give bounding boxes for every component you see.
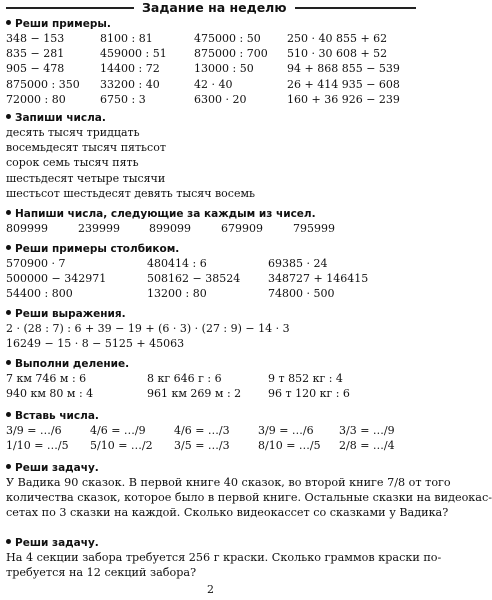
bullet-icon [6,245,11,250]
problem-text: требуется на 12 секций забора? [6,566,197,580]
page-number: 2 [207,583,214,596]
example-row [6,256,418,271]
section-title: Реши примеры. [6,17,418,31]
bullet-icon [6,20,11,25]
section-problem-1 [6,461,492,521]
example: 74800 · 500 [268,287,335,301]
example: 54400 : 800 [6,287,73,301]
problem-text: На 4 секции забора требуется 256 г краски. Сколько граммов краски по- [6,551,442,564]
example: 348 − 153 [6,32,65,45]
example-row [6,92,418,107]
fraction-example: 4/6 = …/9 [90,424,146,437]
numbers-row [6,221,418,236]
example: 42 · 40 [194,77,233,91]
bullet-icon [6,114,11,119]
example-row [6,77,418,92]
example: 13000 : 50 [194,62,254,76]
example: 8 кг 646 г : 6 [147,372,222,385]
example-row [6,61,418,76]
example: 500000 − 342971 [6,272,107,286]
section-problem-2 [6,536,442,580]
section-title: Запиши числа. [6,111,418,125]
number-words: шестьсот шестьдесят девять тысяч восемь [6,186,255,200]
fraction-example: 8/10 = …/5 [258,439,321,453]
example: 250 · 40 855 + 62 [287,32,388,45]
page-header [0,0,421,16]
fraction-example: 4/6 = …/3 [174,424,230,437]
section-division [6,357,418,401]
section-column-examples [6,242,418,302]
example: 6300 · 20 [194,92,247,106]
problem-text: количества сказок, которое было в первой книге. Остальные сказки на видеокас- [6,491,492,505]
example: 160 + 36 926 − 239 [287,92,400,106]
example: 14400 : 72 [100,62,160,76]
section-next-numbers [6,207,418,236]
section-write-numbers [6,111,418,201]
section-title: Выполни деление. [6,357,418,371]
expression: 16249 − 15 · 8 − 5125 + 45063 [6,337,185,351]
bullet-icon [6,360,11,365]
fraction-example: 3/9 = …/6 [6,424,62,437]
section-expressions [6,307,418,351]
example: 72000 : 80 [6,92,66,106]
example: 480414 : 6 [147,257,207,270]
example: 96 т 120 кг : 6 [268,387,350,401]
number: 679909 [221,222,263,235]
fraction-example: 3/3 = …/9 [339,424,395,437]
fraction-example: 3/5 = …/3 [174,439,230,453]
section-title: Реши выражения. [6,307,418,321]
example: 508162 − 38524 [147,272,241,286]
number: 809999 [6,222,48,235]
example: 9 т 852 кг : 4 [268,372,343,385]
example: 875000 : 350 [6,77,80,91]
problem-text: сетах по 3 сказки на каждой. Сколько видеокассет со сказками у Вадика? [6,506,449,520]
example: 13200 : 80 [147,287,207,301]
example: 570900 · 7 [6,257,66,270]
example: 875000 : 700 [194,47,268,61]
fraction-example: 3/9 = …/6 [258,424,314,437]
example: 6750 : 3 [100,92,146,106]
example-row [6,371,418,386]
example: 940 км 80 м : 4 [6,387,94,401]
bullet-icon [6,210,11,215]
example: 348727 + 146415 [268,272,369,286]
section-solve-examples [6,17,418,107]
number: 795999 [293,222,335,235]
problem-text: У Вадика 90 сказок. В первой книге 40 сказок, во второй книге 7/8 от того [6,476,451,489]
fraction-example: 2/8 = …/4 [339,439,395,453]
number: 239999 [78,222,120,235]
page-title: Задание на неделю [134,0,295,16]
example: 8100 : 81 [100,32,153,45]
number-words: сорок семь тысяч пять [6,156,139,170]
example: 33200 : 40 [100,77,160,91]
example: 94 + 868 855 − 539 [287,62,400,76]
example: 26 + 414 935 − 608 [287,77,400,91]
fraction-example: 1/10 = …/5 [6,439,69,453]
example-row [6,271,418,286]
example: 69385 · 24 [268,257,328,270]
bullet-icon [6,412,11,417]
fraction-row [6,423,418,438]
bullet-icon [6,539,11,544]
section-title: Напиши числа, следующие за каждым из чисел. [6,207,418,221]
section-title: Вставь числа. [6,409,418,423]
example: 475000 : 50 [194,32,261,45]
fraction-row [6,438,418,453]
number: 899099 [149,222,191,235]
bullet-icon [6,310,11,315]
number-words: восемьдесят тысяч пятьсот [6,141,166,155]
section-title: Реши задачу. [6,536,418,550]
example: 7 км 746 м : 6 [6,372,87,385]
example: 459000 : 51 [100,47,167,61]
example: 510 · 30 608 + 52 [287,47,388,61]
section-title: Реши примеры столбиком. [6,242,418,256]
example-row [6,31,418,46]
example: 961 км 269 м : 2 [147,387,242,401]
number-words: десять тысяч тридцать [6,126,140,139]
example: 905 − 478 [6,62,65,76]
example-row [6,286,418,301]
fraction-example: 5/10 = …/2 [90,439,153,453]
example: 835 − 281 [6,47,65,61]
expression: 2 · (28 : 7) : 6 + 39 − 19 + (6 · 3) · (27 : 9) − 14 · 3 [6,322,290,335]
example-row [6,386,418,401]
section-title: Реши задачу. [6,461,418,475]
bullet-icon [6,464,11,469]
section-fill-numbers [6,409,418,453]
number-words: шестьдесят четыре тысячи [6,171,166,185]
example-row [6,46,418,61]
